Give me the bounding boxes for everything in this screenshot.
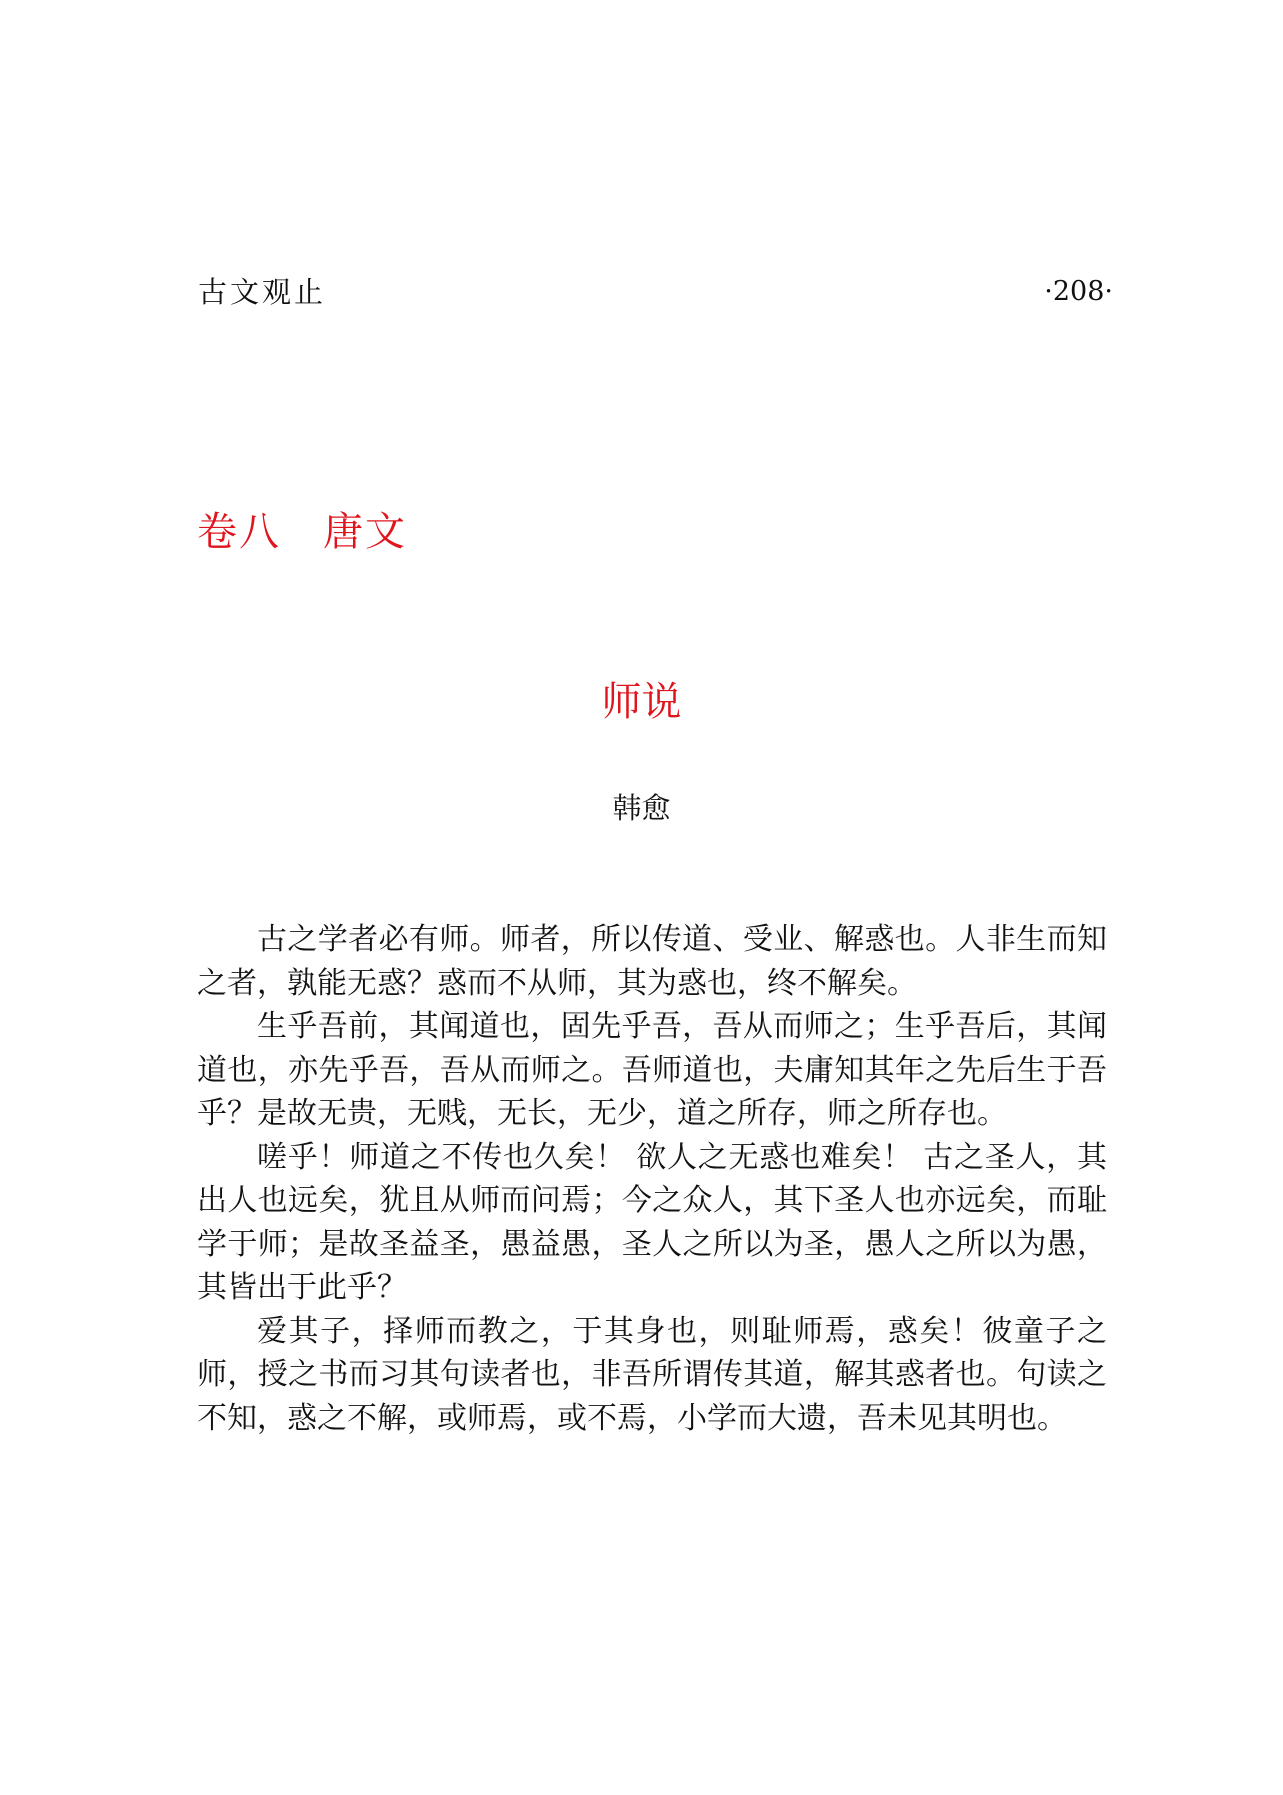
volume-heading: 卷八 唐文 xyxy=(197,509,407,555)
paragraph-4: 爱其子，择师而教之，于其身也，则耻师焉，惑矣！彼童子之师，授之书而习其句读者也，非吾所谓传其道，解其惑者也。句读之不知，惑之不解，或师焉，或不焉，小学而大遗，吾未见其明也。 xyxy=(197,1313,1107,1436)
paragraph-1: 古之学者必有师。师者，所以传道、受业、解惑也。人非生而知之者，孰能无惑？惑而不从师，其为惑也，终不解矣。 xyxy=(197,922,1107,1001)
paragraph-2: 生乎吾前，其闻道也，固先乎吾，吾从而师之；生乎吾后，其闻道也，亦先乎吾，吾从而师之。吾师道也，夫庸知其年之先后生于吾乎？是故无贵，无贱，无长，无少，道之所存，师之所存也。 xyxy=(197,1009,1107,1131)
article-author: 韩愈 xyxy=(612,791,671,825)
article-body xyxy=(197,918,1107,1440)
page-number: ·208· xyxy=(1044,276,1113,307)
article-title: 师说 xyxy=(601,679,682,725)
running-title: 古文观止 xyxy=(198,275,327,309)
paragraph-3: 嗟乎！师道之不传也久矣！ 欲人之无惑也难矣！ 古之圣人，其出人也远矣，犹且从师而问焉；今之众人，其下圣人也亦远矣，而耻学于师；是故圣益圣，愚益愚，圣人之所以为圣，愚人之所以为愚，其皆出于此乎？ xyxy=(197,1139,1107,1305)
